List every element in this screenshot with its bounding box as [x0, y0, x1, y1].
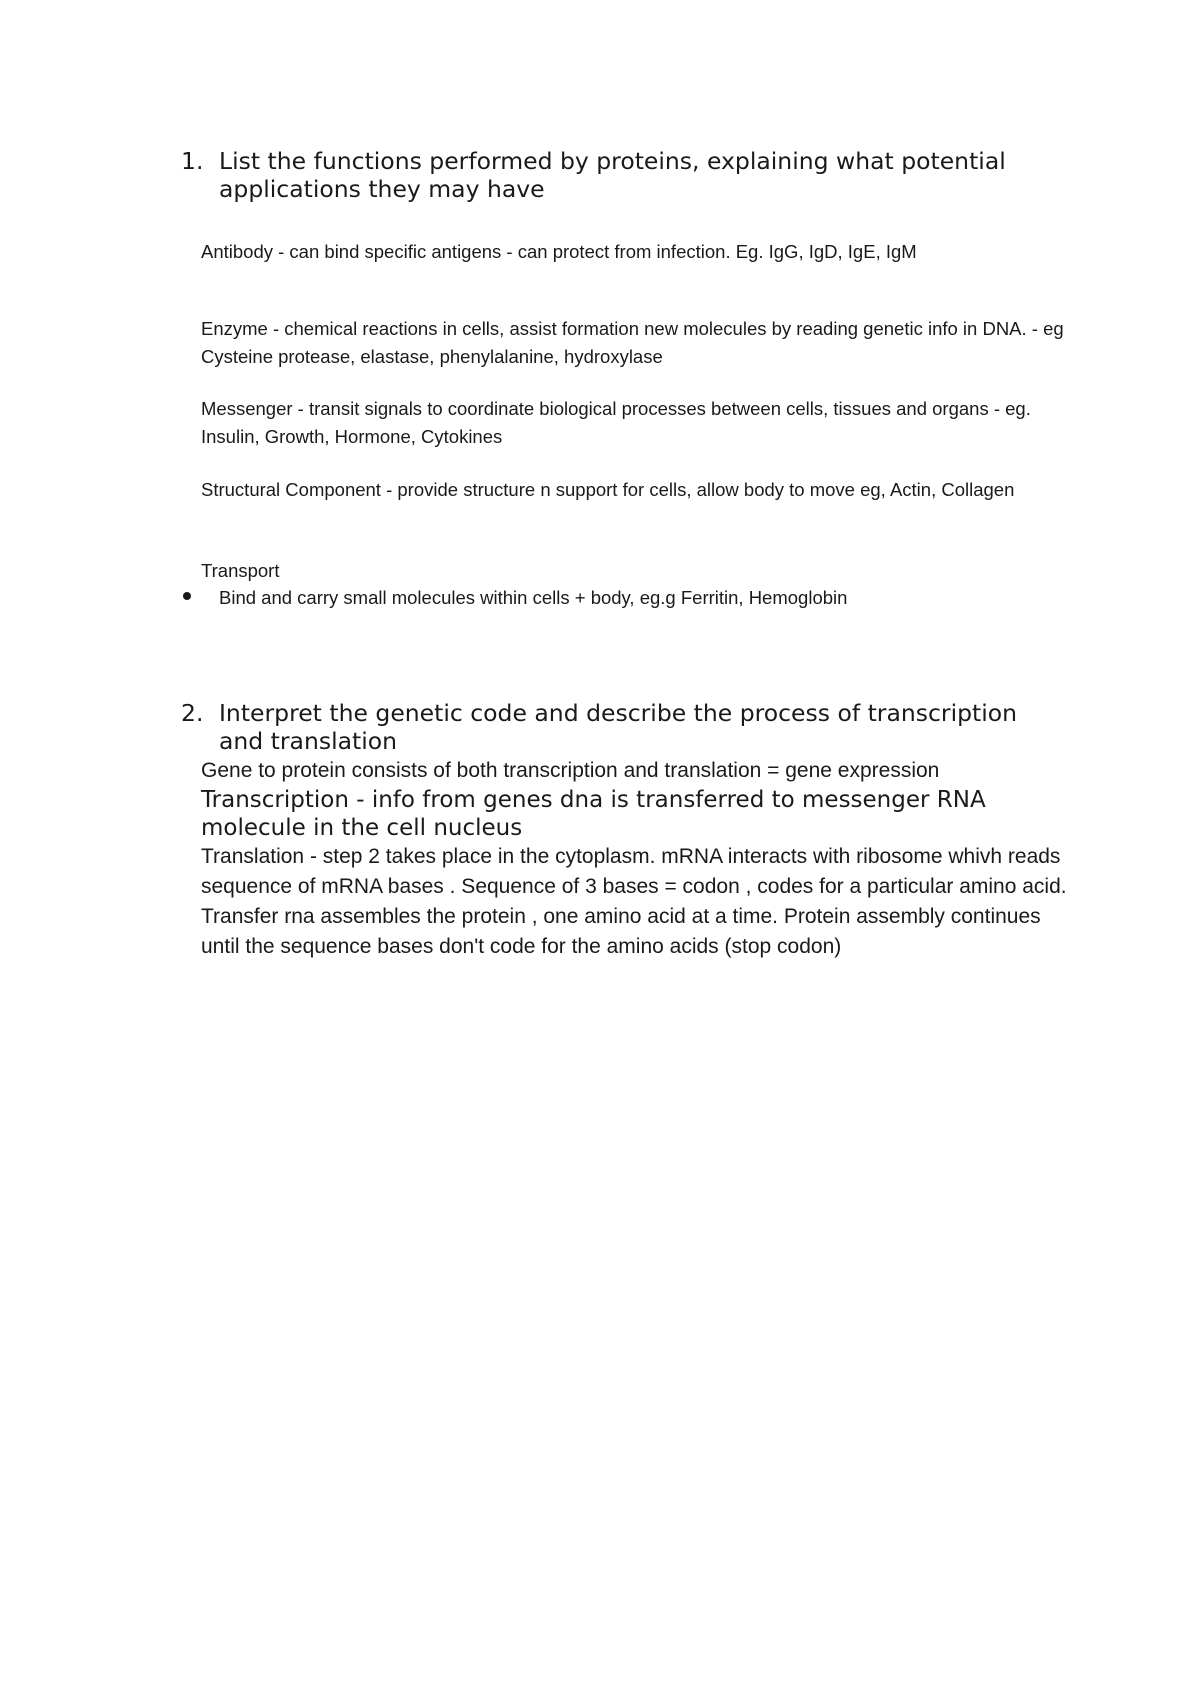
- answer-gene-expression: Gene to protein consists of both transcription and translation = gene expression: [201, 759, 940, 782]
- answer-antibody: Antibody - can bind specific antigens - can protect from infection. Eg. IgG, IgD, IgE, IgM: [201, 241, 917, 262]
- question-2: [181, 699, 1061, 755]
- bullet-icon: [183, 592, 191, 600]
- answer-enzyme: Enzyme - chemical reactions in cells, assist formation new molecules by reading genetic info in DNA. - eg Cysteine protease, elastase, phenylalanine, hydroxylase: [201, 318, 1064, 367]
- question-1: [181, 147, 1061, 203]
- answer-transcription: Transcription - info from genes dna is transferred to messenger RNA molecule in the cell nucleus: [201, 787, 986, 841]
- question-2-text: Interpret the genetic code and describe the process of transcription and translation: [219, 699, 1018, 755]
- answer-structural: Structural Component - provide structure n support for cells, allow body to move eg, Actin, Collagen: [201, 479, 1015, 500]
- answer-transport-bullet: Bind and carry small molecules within cells + body, eg.g Ferritin, Hemoglobin: [219, 587, 848, 608]
- question-2-answers: [201, 756, 1081, 962]
- question-1-text: List the functions performed by proteins, explaining what potential applications they may have: [219, 147, 1006, 203]
- question-2-number: 2.: [181, 699, 204, 727]
- answer-transport-heading: Transport: [201, 560, 280, 581]
- question-1-number: 1.: [181, 147, 204, 175]
- answer-messenger: Messenger - transit signals to coordinate biological processes between cells, tissues and organs - eg. Insulin, Growth, Hormone, Cytokines: [201, 398, 1031, 447]
- answer-translation: Translation - step 2 takes place in the cytoplasm. mRNA interacts with ribosome whivh reads sequence of mRNA bases . Sequence of 3 bases = codon , codes for a particular amino acid. Transfer rna assembles the protein , one amino acid at a time. Protein assembly continues until the sequence bases don't code for the amino acids (stop codon): [201, 845, 1067, 958]
